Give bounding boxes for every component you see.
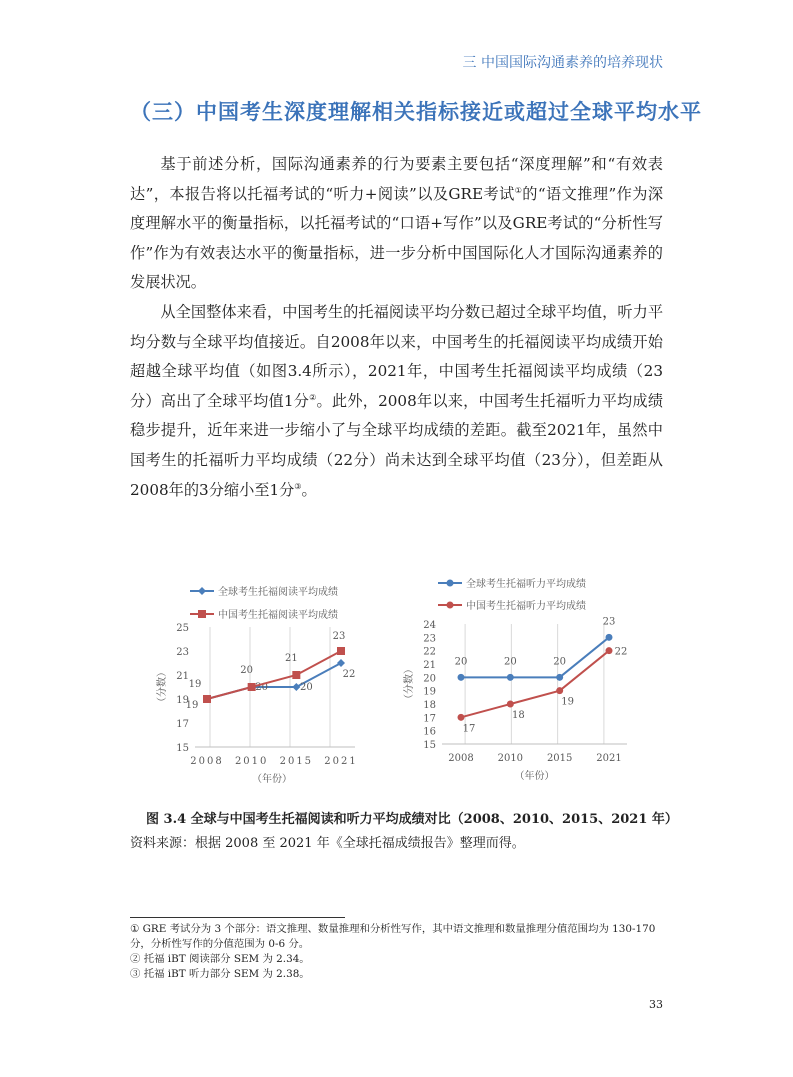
section-title: （三）中国考生深度理解相关指标接近或超过全球平均水平: [130, 100, 702, 124]
series-line: [461, 637, 609, 677]
y-tick-label: 25: [176, 623, 189, 634]
footnote-ref: ①: [514, 185, 523, 195]
x-tick-label: 2021: [324, 756, 358, 767]
page-number: 33: [649, 998, 663, 1011]
legend-marker: [198, 610, 206, 618]
figure-source: 资料来源：根据 2008 至 2021 年《全球托福成绩报告》整理而得。: [130, 836, 525, 851]
y-tick-label: 17: [423, 713, 436, 725]
data-label: 20: [299, 682, 313, 693]
data-label: 20: [454, 656, 468, 668]
y-tick-label: 21: [176, 671, 189, 682]
data-label: 20: [255, 682, 269, 693]
data-label: 19: [188, 679, 202, 690]
footnote: ② 托福 iBT 阅读部分 SEM 为 2.34。: [130, 953, 310, 965]
y-tick-label: 17: [176, 719, 189, 730]
y-tick-label: 19: [423, 686, 436, 698]
series-line: [461, 651, 609, 718]
footnote: ① GRE 考试分为 3 个部分：语文推理、数量推理和分析性写作，其中语文推理和数量推理分值范围均为 130-170 分，分析性写作的分值范围为 0-6 分。: [130, 923, 656, 950]
data-point: [606, 647, 613, 654]
x-tick-label: 2008: [448, 753, 474, 764]
data-point: [337, 647, 345, 655]
footnote-ref: ③: [294, 481, 302, 491]
paragraph: [130, 150, 663, 298]
paragraph-text: 的“语文推理”作为深度理解水平的衡量指标，以托福考试的“口语+写作”以及GRE考试的“分析性写作”作为有效表达水平的衡量指标，进一步分析中国国际化人才国际沟通素养的发展状况。: [130, 184, 664, 292]
x-tick-label: 2015: [279, 756, 314, 767]
data-label: 20: [240, 665, 254, 676]
footnotes: [130, 922, 675, 982]
y-tick-label: 19: [176, 695, 189, 706]
reading-chart: [155, 585, 358, 785]
y-tick-label: 20: [423, 673, 436, 685]
listening-chart: [402, 577, 627, 782]
y-tick-label: 16: [423, 726, 436, 738]
footnote-divider: [130, 917, 345, 918]
data-point: [337, 659, 345, 667]
data-point: [458, 674, 465, 681]
paragraph-text: 从全国整体来看，中国考生的托福阅读平均分数已超过全球平均值，听力平均分数与全球平均值接近。自2008年以来，中国考生的托福阅读平均成绩开始超越全球平均值（如图3.4所示），2021年，中国考生托福阅读平均成绩（23分）高出了全球平均值1分: [130, 302, 663, 410]
paragraph-text: 。此外，2008年以来，中国考生托福听力平均成绩稳步提升，近年来进一步缩小了与全球平均成绩的差距。截至2021年，虽然中国考生的托福听力平均成绩（22分）尚未达到全球平均值（23分），但差距从2008年的3分缩小至1分: [130, 391, 664, 499]
data-point: [507, 674, 514, 681]
data-label: 21: [284, 653, 298, 664]
data-point: [556, 687, 563, 694]
y-tick-label: 24: [423, 620, 436, 631]
y-tick-label: 23: [423, 633, 436, 645]
figure-caption: 图 3.4 全球与中国考生托福阅读和听力平均成绩对比（2008、2010、2015、2021 年）: [146, 812, 678, 827]
data-point: [203, 695, 211, 703]
paragraph-text: 。: [301, 480, 317, 499]
data-label: 19: [185, 700, 199, 711]
legend-label: 全球考生托福阅读平均成绩: [218, 587, 338, 598]
x-axis-label: （年份）: [252, 774, 292, 785]
data-label: 20: [503, 656, 517, 668]
data-label: 18: [511, 710, 525, 721]
data-label: 22: [614, 646, 628, 658]
paragraph-text: 基于前述分析，国际沟通素养的行为要素主要包括“深度理解”和“有效表达”，本报告将以托福考试的“听力+阅读”以及GRE考试: [130, 155, 663, 203]
y-tick-label: 15: [176, 743, 189, 754]
y-tick-label: 21: [423, 660, 436, 671]
data-label: 20: [553, 656, 567, 668]
series-line: [207, 651, 341, 699]
data-point: [248, 683, 256, 691]
legend-label: 全球考生托福听力平均成绩: [466, 579, 586, 590]
data-label: 17: [462, 723, 476, 735]
x-tick-label: 2010: [497, 753, 524, 764]
y-tick-label: 23: [176, 647, 189, 658]
y-tick-label: 15: [423, 740, 436, 751]
y-axis-label: （分数）: [404, 664, 415, 704]
data-label: 23: [602, 616, 616, 628]
legend-label: 中国考生托福阅读平均成绩: [218, 610, 338, 621]
legend-marker: [447, 580, 454, 587]
y-axis-label: （分数）: [157, 667, 168, 707]
body-text: [130, 150, 663, 505]
legend-marker: [198, 587, 206, 595]
y-tick-label: 18: [423, 700, 436, 711]
data-point: [556, 674, 563, 681]
data-point: [458, 714, 465, 721]
data-label: 19: [561, 696, 575, 708]
paragraph: [130, 298, 663, 505]
x-tick-label: 2008: [190, 756, 224, 767]
legend-marker: [447, 602, 454, 609]
x-tick-label: 2021: [596, 753, 622, 764]
data-label: 23: [332, 631, 346, 642]
x-tick-label: 2015: [546, 753, 573, 764]
data-point: [507, 701, 514, 708]
y-tick-label: 22: [423, 646, 436, 658]
data-label: 22: [342, 669, 356, 680]
running-header: 三 中国国际沟通素养的培养现状: [462, 55, 663, 71]
legend-label: 中国考生托福听力平均成绩: [466, 601, 586, 612]
x-axis-label: （年份）: [514, 771, 555, 782]
x-tick-label: 2010: [234, 756, 269, 767]
data-point: [606, 634, 613, 641]
figure-charts: [150, 570, 650, 795]
footnote-ref: ②: [309, 392, 317, 402]
data-point: [292, 671, 300, 679]
footnote: ③ 托福 iBT 听力部分 SEM 为 2.38。: [130, 968, 310, 980]
